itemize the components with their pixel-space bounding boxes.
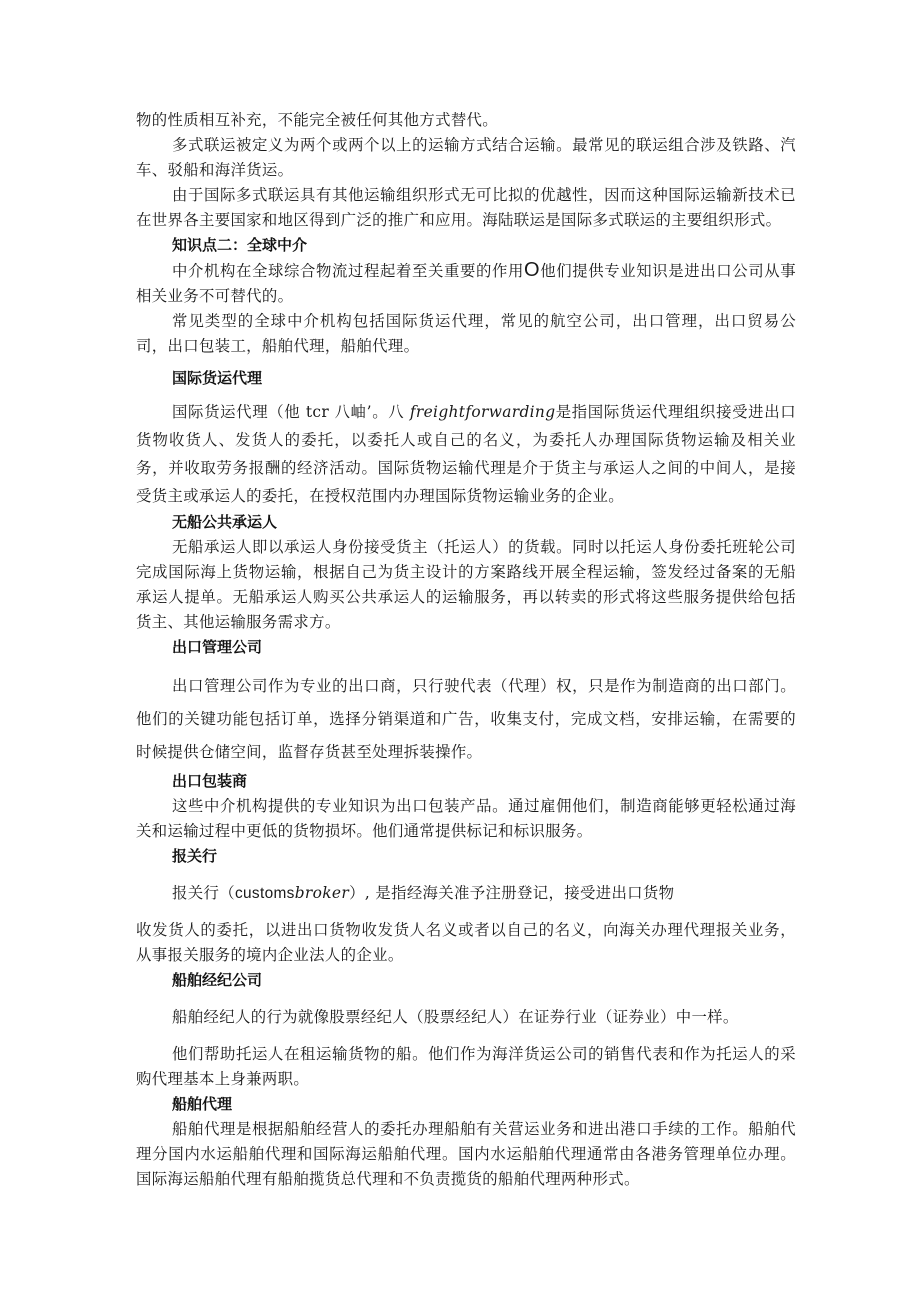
intermediaries-paragraph-2: 常见类型的全球中介机构包括国际货运代理，常见的航空公司，出口管理，出口贸易公司，出口包装工，船舶代理，船舶代理。: [136, 312, 796, 355]
section-heading-global-intermediaries: 知识点二：全球中介: [172, 236, 308, 254]
intro-paragraph-0: 物的性质相互补充，不能完全被任何其他方式替代。: [136, 111, 499, 129]
document-page: [136, 108, 796, 1192]
broker-text-b: customs: [234, 885, 295, 902]
ship-broker-paragraph-2: 他们帮助托运人在租运输货物的船。他们作为海洋货运公司的销售代表和作为托运人的采购代理基本上身兼两职。: [136, 1045, 796, 1088]
nvocc-paragraph: 无船承运人即以承运人身份接受货主（托运人）的货载。同时以托运人身份委托班轮公司完成国际海上货物运输，根据自己为货主设计的方案路线开展全程运输，签发经过备案的无船承运人提单。无船承运人购买公共承运人的运输服务，再以转卖的形式将这些服务提供给包括货主、其他运输服务需求方。: [136, 538, 796, 631]
intermediaries-text-b: O: [524, 259, 540, 281]
section-heading-export-management: 出口管理公司: [172, 638, 263, 656]
section-heading-export-packer: 出口包装商: [172, 772, 248, 790]
intermediaries-text-a: 中介机构在全球综合物流过程起着至关重要的作用: [172, 262, 525, 280]
section-heading-ship-agent: 船舶代理: [172, 1095, 233, 1113]
intro-paragraph-2: 由于国际多式联运具有其他运输组织形式无可比拟的优越性，因而这种国际运输新技术已在世界各主要国家和地区得到广泛的推广和应用。海陆联运是国际多式联运的主要组织形式。: [136, 186, 796, 229]
ship-agent-paragraph: 船舶代理是根据船舶经营人的委托办理船舶有关营运业务和进出港口手续的工作。船舶代理分国内水运船舶代理和国际海运船舶代理。国内水运船舶代理通常由各港务管理单位办理。国际海运船舶代理有船舶揽货总代理和不负责揽货的船舶代理两种形式。: [136, 1120, 796, 1188]
freight-text-c: 是指国际货运代理组织接受进出口货物收货人、发货人的委托，以委托人或自己的名义，为委托人办理国际货物运输及相关业务，并收取劳务报酬的经济活动。国际货物运输代理是介于货主与承运人之间的中间人，是接受货主或承运人的委托，在授权范围内办理国际货物运输业务的企业。: [136, 403, 796, 505]
customs-broker-paragraph-1: [136, 881, 796, 906]
ship-broker-paragraph-1: 船舶经纪人的行为就像股票经纪人（股票经纪人）在证券行业（证券业）中一样。: [172, 1008, 739, 1026]
broker-text-d: ）, 是指经海关准予注册登记，接受进出口货物: [349, 884, 675, 902]
intro-paragraph-1: 多式联运被定义为两个或两个以上的运输方式结合运输。最常见的联运组合涉及铁路、汽车、驳船和海洋货运。: [136, 136, 796, 179]
section-heading-freight-forwarder: 国际货运代理: [172, 369, 263, 387]
export-management-paragraph: 出口管理公司作为专业的出口商，只行驶代表（代理）权，只是作为制造商的出口部门。他们的关键功能包括订单，选择分销渠道和广告，收集支付，完成文档，安排运输，在需要的时候提供仓储空间，监督存货甚至处理拆装操作。: [136, 677, 796, 761]
freight-forwarder-paragraph: [136, 398, 796, 510]
freight-text-b: freightforwarding: [409, 403, 556, 421]
intermediaries-paragraph-1: [136, 258, 796, 309]
intermediaries-text-c: 他们提供专业知识是进出口公司从事相关业务不可替代的。: [136, 262, 796, 305]
section-heading-customs-broker: 报关行: [172, 847, 218, 865]
export-packer-paragraph: 这些中介机构提供的专业知识为出口包装产品。通过雇佣他们，制造商能够更轻松通过海关和运输过程中更低的货物损坏。他们通常提供标记和标识服务。: [136, 797, 796, 840]
section-heading-ship-broker: 船舶经纪公司: [172, 971, 263, 989]
customs-broker-paragraph-2: 收发货人的委托，以进出口货物收发货人名义或者以自己的名义，向海关办理代理报关业务，从事报关服务的境内企业法人的企业。: [136, 921, 796, 964]
freight-text-a: 国际货运代理（他 tcr 八岫’。八: [172, 403, 410, 421]
section-heading-nvocc: 无船公共承运人: [172, 513, 278, 531]
broker-text-a: 报关行（: [172, 884, 235, 902]
broker-text-c: broker: [294, 884, 350, 902]
